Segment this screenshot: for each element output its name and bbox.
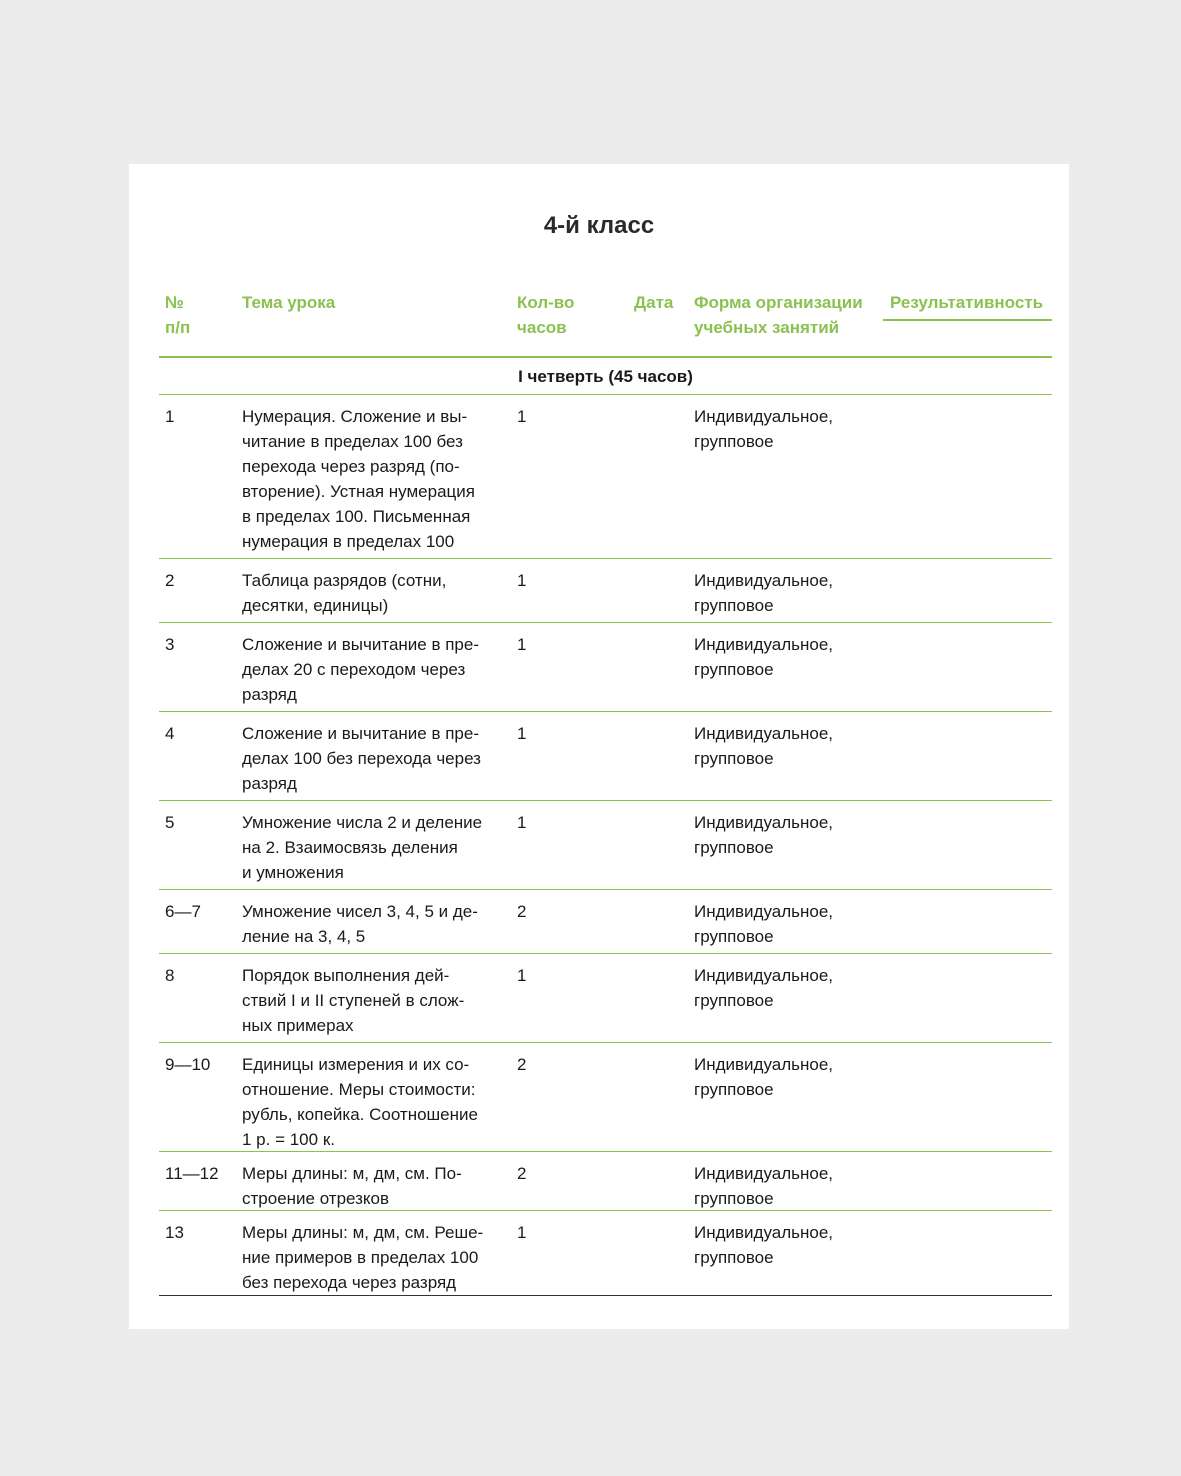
row-hours: 1 [517,813,527,832]
table-row [159,954,1052,1043]
row-hours: 2 [517,1055,527,1074]
row-topic: Единицы измерения и их со- отношение. Меры стоимости: рубль, копейка. Соотношение 1 р. = 100 к. [242,1055,478,1149]
header-date: Дата [634,293,674,312]
row-form: Индивидуальное, групповое [694,635,834,679]
row-form: Индивидуальное, групповое [694,813,834,857]
row-hours: 1 [517,635,527,654]
header-result: Результативность [890,293,1044,312]
row-form: Индивидуальное, групповое [694,1055,834,1099]
row-number: 6—7 [165,902,201,921]
row-topic: Сложение и вычитание в пре- делах 20 с переходом через разряд [242,635,480,704]
row-number: 1 [165,407,175,426]
row-form: Индивидуальное, групповое [694,966,834,1010]
table-row [159,1152,1052,1211]
row-topic: Таблица разрядов (сотни, десятки, единицы) [242,571,447,615]
row-topic: Сложение и вычитание в пре- делах 100 без перехода через разряд [242,724,481,793]
header-divider [159,356,1052,358]
row-number: 3 [165,635,175,654]
document-page [129,164,1069,1329]
header-topic: Тема урока [242,293,336,312]
row-form: Индивидуальное, групповое [694,571,834,615]
row-number: 4 [165,724,175,743]
row-number: 2 [165,571,175,590]
row-number: 13 [165,1223,184,1242]
row-hours: 1 [517,724,527,743]
row-form: Индивидуальное, групповое [694,1223,834,1267]
quarter-label: I четверть (45 часов) [518,367,693,386]
row-form: Индивидуальное, групповое [694,724,834,768]
row-hours: 2 [517,1164,527,1183]
row-topic: Меры длины: м, дм, см. Реше- ние примеров в пределах 100 без перехода через разряд [242,1223,484,1292]
header-hours: Кол-во часов [517,293,575,337]
row-topic: Меры длины: м, дм, см. По- строение отрезков [242,1164,462,1208]
table-row [159,395,1052,559]
row-topic: Порядок выполнения дей- ствий I и II ступеней в слож- ных примерах [242,966,465,1035]
row-number: 5 [165,813,175,832]
row-hours: 1 [517,571,527,590]
row-hours: 2 [517,902,527,921]
header-number: № п/п [165,293,191,337]
table-row [159,712,1052,801]
table-row [159,1211,1052,1296]
table-row [159,890,1052,954]
header-result-underline [883,319,1052,321]
header-form: Форма организации учебных занятий [694,293,863,337]
row-topic: Нумерация. Сложение и вы- читание в пределах 100 без перехода через разряд (по- вторение). Устная нумерация в пределах 100. Письменная нумерация в пределах 100 [242,407,475,551]
table-row [159,801,1052,890]
table-row [159,623,1052,712]
row-topic: Умножение числа 2 и деление на 2. Взаимосвязь деления и умножения [242,813,483,882]
page-title: 4-й класс [543,212,655,239]
row-hours: 1 [517,407,527,426]
row-form: Индивидуальное, групповое [694,902,834,946]
row-form: Индивидуальное, групповое [694,1164,834,1208]
row-topic: Умножение чисел 3, 4, 5 и де- ление на 3, 4, 5 [242,902,478,946]
row-form: Индивидуальное, групповое [694,407,834,451]
row-hours: 1 [517,966,527,985]
row-number: 9—10 [165,1055,211,1074]
row-number: 8 [165,966,175,985]
lesson-table [159,395,1052,1296]
table-row [159,559,1052,623]
row-hours: 1 [517,1223,527,1242]
table-row [159,1043,1052,1152]
row-number: 11—12 [165,1164,219,1183]
